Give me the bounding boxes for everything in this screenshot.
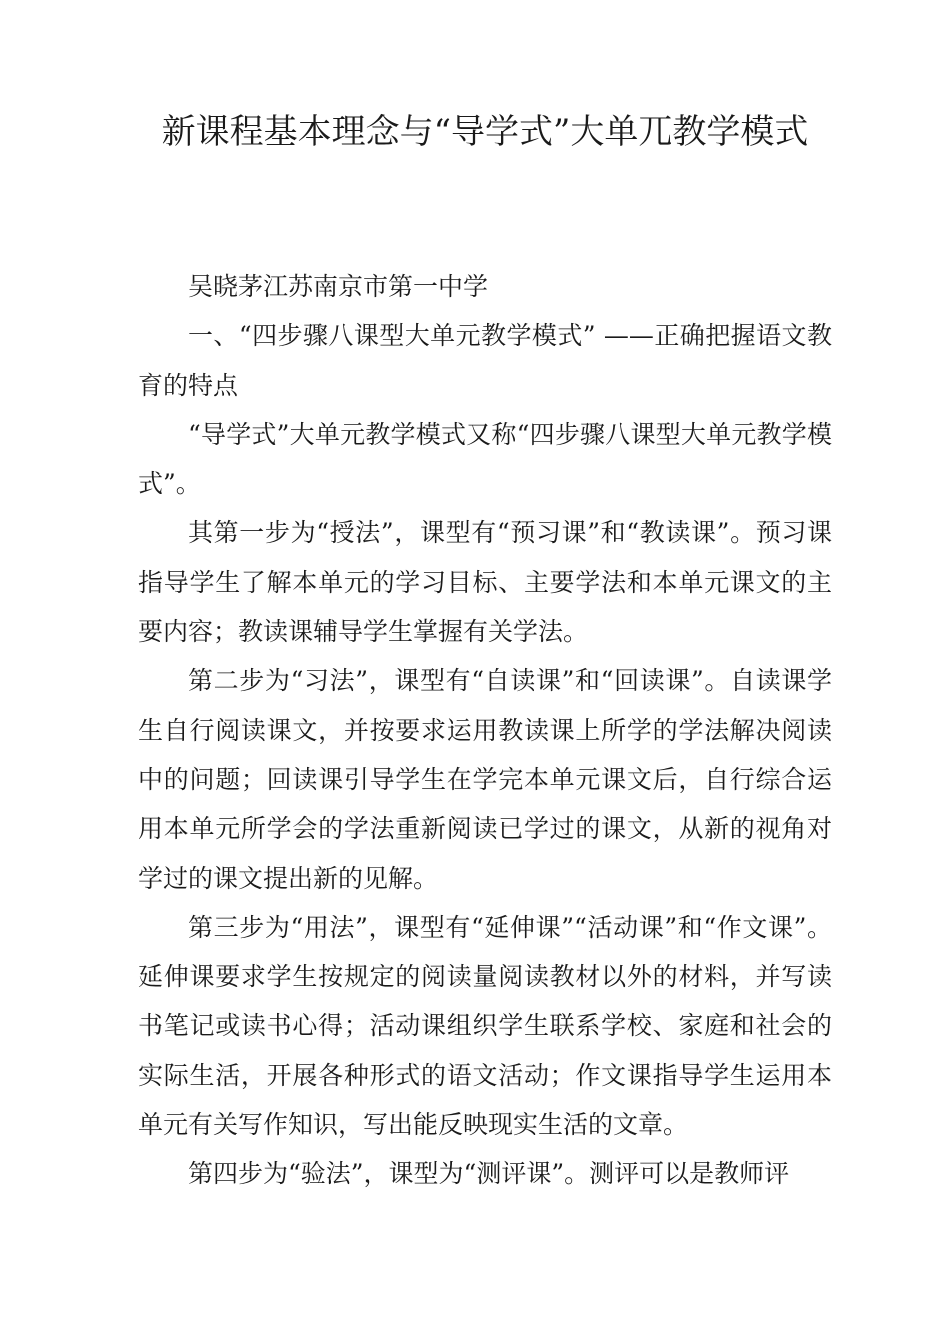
document-body — [138, 262, 832, 1199]
document-title: 新课程基本理念与“导学式”大单兀教学模式 — [161, 112, 809, 152]
author-line: 吴晓茅江苏南京市第一中学 — [188, 272, 489, 301]
paragraph: 第三步为“用法”，课型有“延伸课”“活动课”和“作文课”。延伸课要求学生按规定的阅读量阅读教材以外的材料，并写读书笔记或读书心得；活动课组织学生联系学校、家庭和社会的实际生活，开展各种形式的语文活动；作文课指导学生运用本单元有关写作知识，写出能反映现实生活的文章。 — [138, 912, 832, 1140]
paragraph: 第二步为“习法”，课型有“自读课”和“回读课”。自读课学生自行阅读课文，并按要求运用教读课上所学的学法解决阅读中的问题；回读课引导学生在学完本单元课文后，自行综合运用本单元所学会的学法重新阅读已学过的课文，从新的视角对学过的课文提出新的见解。 — [138, 666, 832, 893]
paragraph: 其第一步为“授法”，课型有“预习课”和“教读课”。预习课指导学生了解本单元的学习目标、主要学法和本单元课文的主要内容；教读课辅导学生掌握有关学法。 — [138, 518, 832, 647]
section-heading: 一、“四步骤八课型大单元教学模式” ——正确把握语文教育的特点 — [138, 321, 832, 400]
paragraph: 第四步为“验法”，课型为“测评课”。测评可以是教师评 — [188, 1159, 790, 1189]
paragraph: “导学式”大单元教学模式又称“四步骤八课型大单元教学模式”。 — [138, 419, 832, 499]
